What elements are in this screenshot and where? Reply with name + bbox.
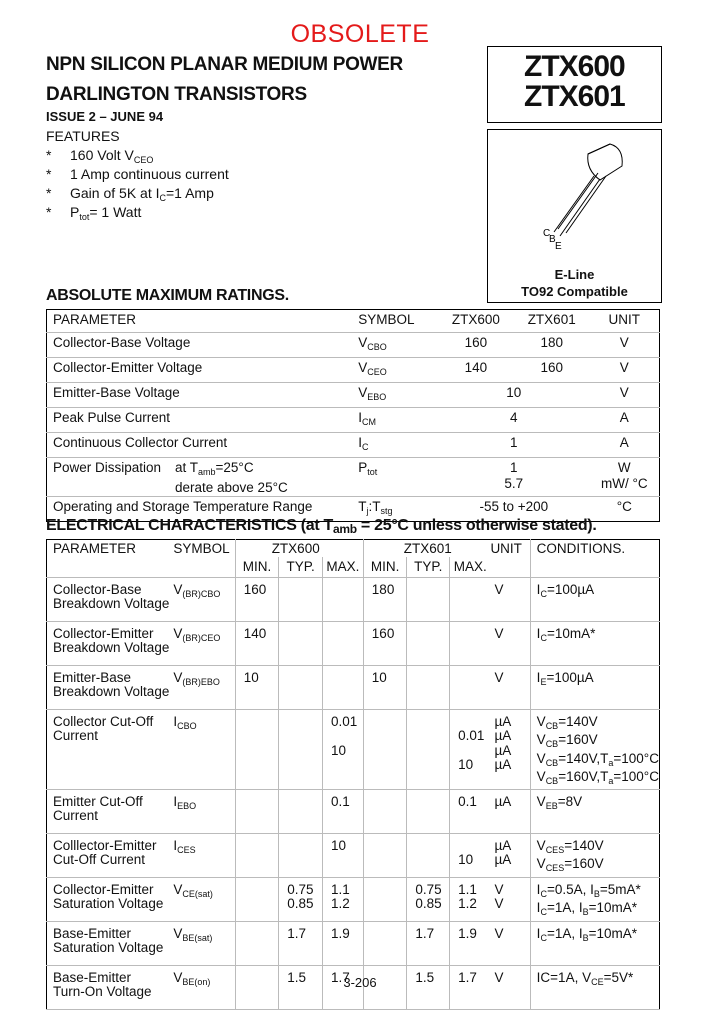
feature-item: * $P_{tot}= 1$ Watt [46,204,142,222]
table-cell: $V_{CES}=140V$ $V_{CES}=160V$ [530,833,659,877]
table-row [47,877,660,921]
table-cell: Base-Emitter Saturation Voltage [47,921,174,965]
table-cell: $I_E=100\mu A$ [530,665,659,709]
table-cell: 0.1 [322,789,363,833]
feature-item: * 1 Amp continuous current [46,166,229,182]
table-cell: 0.75 0.85 [279,877,323,921]
table-cell: $V_{BE(sat)}$ [173,921,235,965]
ec-heading: ELECTRICAL CHARACTERISTICS (at $T_{amb} = 25^\circ C$ unless otherwise stated). [46,517,597,536]
table-cell [407,709,450,789]
table-cell: $I_C=100\mu A$ [530,577,659,621]
table-cell: 0.01 10 [450,709,491,789]
table-cell: $V_{(BR)EBO}$ [173,665,235,709]
table-cell: V [490,965,530,1009]
table-cell [322,665,363,709]
table-cell: $I_C=1A$, $I_B=10mA*$ [530,921,659,965]
table-cell: 1.9 [322,921,363,965]
table-cell [407,621,450,665]
table-cell: Colllector-Emitter Cut-Off Current [47,833,174,877]
table-cell: $V_{CB}=140V$ $V_{CB}=160V$ $V_{CB}=140V,T_a=100^\circ C$ $V_{CB}=160V,T_a=100^\circ C$ [530,709,659,789]
table-cell: Emitter-Base Breakdown Voltage [47,665,174,709]
table-cell [450,577,491,621]
table-row: Continuous Collector Current $I_C$ 1 A [47,433,660,458]
package-compat: TO92 Compatible [521,284,628,299]
table-cell: µA µA µA µA [490,709,530,789]
table-row [47,577,660,621]
table-row: Power Dissipation at $T_{amb}=25^\circ C$ derate above 25°C $P_{tot}$ 1 5.7 W mW/ °C [47,458,660,497]
to92-package-icon [488,130,661,260]
pin-label-e: E [555,241,562,252]
table-cell [450,665,491,709]
table-cell: $V_{BE(on)}$ [173,965,235,1009]
electrical-characteristics-table [46,539,660,1010]
table-cell: µA [490,789,530,833]
table-row [47,833,660,877]
table-cell: Collector-Emitter Breakdown Voltage [47,621,174,665]
table-cell: Collector-Emitter Saturation Voltage [47,877,174,921]
table-row: Emitter-Base Voltage $V_{EBO}$ 10 V [47,383,660,408]
issue-line: ISSUE 2 – JUNE 94 [46,109,164,124]
table-cell: 1.7 [322,965,363,1009]
table-cell: $V_{EB}=8V$ [530,789,659,833]
table-cell: 1.1 1.2 [450,877,491,921]
table-cell: $V_{(BR)CBO}$ [173,577,235,621]
table-cell [322,621,363,665]
table-cell: $I_C=10mA*$ [530,621,659,665]
pin-label-b: B [549,234,556,245]
table-header-row: PARAMETER SYMBOL ZTX600 ZTX601 UNIT [47,310,660,333]
table-cell: 1.5 [407,965,450,1009]
table-cell [407,665,450,709]
table-cell [407,833,450,877]
title-line-2: DARLINGTON TRANSISTORS [46,84,307,105]
part-number-ztx600: ZTX600 [524,50,625,83]
table-cell [235,877,279,921]
obsolete-stamp: OBSOLETE [290,20,430,48]
pin-label-c: C [543,228,551,239]
table-cell: 10 [363,665,407,709]
table-cell: 1.7 [407,921,450,965]
table-cell: Collector Cut-Off Current [47,709,174,789]
table-cell: 0.01 10 [322,709,363,789]
table-row: Collector-Emitter Voltage $V_{CEO}$ 140 160 V [47,358,660,383]
table-row: Operating and Storage Temperature Range $T_j:T_{stg}$ -55 to +200 °C [53,499,632,516]
table-row [47,709,660,789]
page-number: 3-206 [343,975,377,990]
table-cell [235,833,279,877]
feature-item: * 160 Volt $V_{CEO}$ [46,147,154,165]
table-cell [407,577,450,621]
table-row: Collector-Base Voltage $V_{CBO}$ 160 180 V [47,333,660,358]
table-cell [279,833,323,877]
table-cell: 10 [322,833,363,877]
table-cell [363,789,407,833]
table-cell: V [490,621,530,665]
table-cell: 0.1 [450,789,491,833]
table-cell [235,921,279,965]
table-cell: $I_C=0.5A$, $I_B=5mA*$ $I_C=1A$, $I_B=10mA*$ [530,877,659,921]
table-cell: 180 [363,577,407,621]
table-cell: 10 [450,833,491,877]
table-cell: $I_{CBO}$ [173,709,235,789]
table-cell [279,709,323,789]
table-cell: $V_{(BR)CEO}$ [173,621,235,665]
table-cell: µA µA [490,833,530,877]
table-cell [279,665,323,709]
table-cell: $I_{EBO}$ [173,789,235,833]
table-cell: V [490,665,530,709]
table-row: Peak Pulse Current $I_{CM}$ 4 A [47,408,660,433]
table-cell: 1.1 1.2 [322,877,363,921]
part-number-box [487,46,662,123]
absolute-max-ratings-table [46,309,660,522]
table-cell [450,621,491,665]
table-cell: 1.5 [279,965,323,1009]
table-cell [235,789,279,833]
table-row [47,921,660,965]
features-heading: FEATURES [46,128,120,144]
table-cell: 160 [235,577,279,621]
table-cell: $I_{CES}$ [173,833,235,877]
package-box [487,129,662,303]
table-cell: $V_{CE(sat)}$ [173,877,235,921]
table-cell [322,577,363,621]
package-name: E-Line [554,267,595,282]
table-cell: IC=1A, $V_{CE}=5V*$ [530,965,659,1009]
table-header-row: PARAMETER SYMBOL ZTX600 ZTX601 UNIT CONDITIONS. [47,540,660,557]
table-cell [279,621,323,665]
table-row [47,621,660,665]
table-cell [363,877,407,921]
table-cell: 0.75 0.85 [407,877,450,921]
table-cell: V [490,921,530,965]
table-cell [407,789,450,833]
table-cell: 1.9 [450,921,491,965]
table-subheader-row: MIN. TYP. MAX. MIN. TYP. MAX. [47,557,660,578]
table-cell: 160 [363,621,407,665]
part-number-ztx601: ZTX601 [524,80,625,113]
table-cell: Collector-Base Breakdown Voltage [47,577,174,621]
amr-heading: ABSOLUTE MAXIMUM RATINGS. [46,287,289,304]
table-cell: 1.7 [279,921,323,965]
title-line-1: NPN SILICON PLANAR MEDIUM POWER [46,54,403,75]
table-row [47,789,660,833]
package-label [488,266,661,300]
table-cell: V [490,577,530,621]
feature-item: * Gain of 5K at $I_C=1$ Amp [46,185,214,203]
table-cell: 1.7 [450,965,491,1009]
table-cell: Base-Emitter Turn-On Voltage [47,965,174,1009]
table-cell [235,709,279,789]
table-cell: 140 [235,621,279,665]
table-cell: Emitter Cut-Off Current [47,789,174,833]
table-cell [279,577,323,621]
table-cell [363,709,407,789]
table-cell [279,789,323,833]
table-cell [363,921,407,965]
table-cell: V V [490,877,530,921]
table-cell: 10 [235,665,279,709]
table-cell [363,833,407,877]
table-row [47,665,660,709]
